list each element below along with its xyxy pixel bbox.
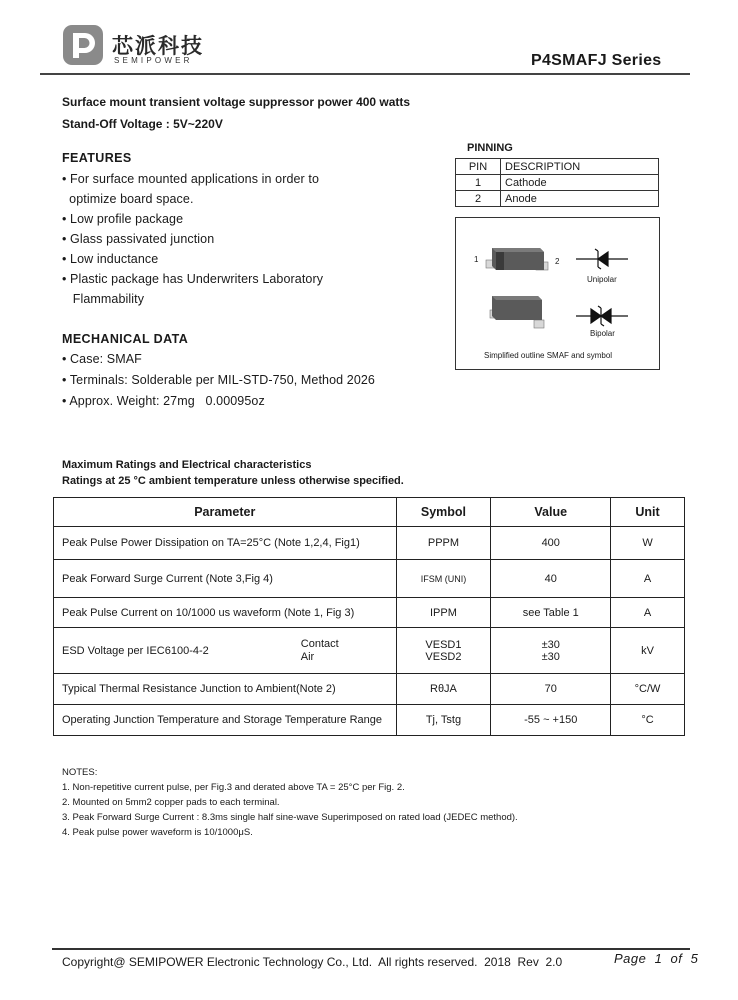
value-cell: [491, 628, 611, 674]
symbol-cell: IPPM: [396, 598, 491, 628]
unit-header: Unit: [611, 498, 685, 527]
value-cell: see Table 1: [491, 598, 611, 628]
note-item: 2. Mounted on 5mm2 copper pads to each terminal.: [62, 797, 280, 808]
symbol-cell: [396, 628, 491, 674]
pin-number: 2: [456, 191, 501, 207]
pin-number: 1: [456, 175, 501, 191]
value-cell: 400: [491, 527, 611, 560]
symbol-cell: PPPM: [396, 527, 491, 560]
esd-condition-contact: Contact: [300, 637, 339, 650]
mechanical-item: • Case: SMAF: [62, 352, 142, 366]
ratings-header-row: [54, 498, 685, 527]
package-caption: Simplified outline SMAF and symbol: [484, 351, 613, 360]
ratings-row: [54, 705, 685, 736]
mechanical-item: • Terminals: Solderable per MIL-STD-750, Method 2026: [62, 373, 375, 387]
stand-off-voltage: Stand-Off Voltage : 5V~220V: [62, 117, 223, 131]
parameter-cell: Peak Pulse Power Dissipation on TA=25°C (Note 1,2,4, Fig1): [54, 527, 397, 560]
unit-cell: °C/W: [611, 674, 685, 705]
logo-chinese-name: 芯派科技: [112, 34, 204, 58]
header-divider: [40, 73, 690, 75]
footer-divider: [52, 948, 690, 950]
note-item: 4. Peak pulse power waveform is 10/1000μS.: [62, 827, 253, 838]
ratings-subheading: Ratings at 25 °C ambient temperature unless otherwise specified.: [62, 475, 404, 487]
esd1-value: ±30: [541, 638, 560, 651]
unipolar-diode-icon: [576, 249, 628, 269]
package-outline-box: [455, 217, 660, 370]
esd2-value: ±30: [541, 650, 560, 663]
logo-english-name: SEMIPOWER: [114, 56, 193, 65]
unit-cell: °C: [611, 705, 685, 736]
unit-cell: W: [611, 527, 685, 560]
smaf-package-bottom-icon: [490, 296, 544, 328]
semipower-logo-icon: [62, 24, 104, 66]
parameter-cell: Peak Forward Surge Current (Note 3,Fig 4): [54, 560, 397, 598]
page-number: Page 1 of 5: [614, 951, 699, 966]
feature-item: • For surface mounted applications in order to: [62, 172, 320, 186]
series-title: P4SMAFJ Series: [531, 52, 662, 69]
bipolar-label: Bipolar: [590, 329, 615, 338]
unit-cell: kV: [611, 628, 685, 674]
pin-2-label: 2: [555, 257, 560, 266]
pinning-table: [455, 158, 659, 207]
notes-section: [62, 765, 518, 840]
mechanical-data-heading: MECHANICAL DATA: [62, 332, 189, 346]
ratings-row-esd: [54, 628, 685, 674]
note-item: 1. Non-repetitive current pulse, per Fig.3 and derated above TA = 25°C per Fig. 2.: [62, 782, 405, 793]
feature-item: Flammability: [62, 292, 145, 306]
feature-item: • Low profile package: [62, 212, 184, 226]
pinning-row: [456, 191, 659, 207]
features-heading: FEATURES: [62, 151, 132, 165]
symbol-header: Symbol: [396, 498, 491, 527]
feature-item: optimize board space.: [62, 192, 194, 206]
description-column-header: DESCRIPTION: [501, 159, 659, 175]
bipolar-diode-icon: [576, 306, 628, 326]
note-item: 3. Peak Forward Surge Current : 8.3ms single half sine-wave Superimposed on rated load (JEDEC method).: [62, 812, 518, 823]
pinning-heading: PINNING: [467, 142, 513, 154]
feature-item: • Plastic package has Underwriters Laboratory: [62, 272, 324, 286]
esd-parameter: ESD Voltage per IEC6100-4-2: [62, 644, 209, 657]
smaf-package-top-icon: [486, 248, 548, 270]
unit-cell: A: [611, 560, 685, 598]
symbol-cell: RθJA: [396, 674, 491, 705]
pin-1-label: 1: [474, 255, 479, 264]
ratings-row: [54, 527, 685, 560]
symbol-cell: IFSM (UNI): [396, 560, 491, 598]
copyright-text: Copyright@ SEMIPOWER Electronic Technology Co., Ltd. All rights reserved. 2018 Rev 2.0: [62, 955, 563, 969]
value-cell: -55 ~ +150: [491, 705, 611, 736]
pinning-header-row: [456, 159, 659, 175]
ratings-heading: Maximum Ratings and Electrical characteristics: [62, 459, 312, 471]
parameter-header: Parameter: [54, 498, 397, 527]
parameter-cell: Peak Pulse Current on 10/1000 us waveform (Note 1, Fig 3): [54, 598, 397, 628]
pinning-row: [456, 175, 659, 191]
esd1-symbol: VESD1: [425, 638, 462, 651]
parameter-cell: Typical Thermal Resistance Junction to Ambient(Note 2): [54, 674, 397, 705]
value-header: Value: [491, 498, 611, 527]
feature-item: • Glass passivated junction: [62, 232, 215, 246]
value-cell: 70: [491, 674, 611, 705]
ratings-row: [54, 598, 685, 628]
esd-condition-air: Air: [300, 650, 315, 663]
parameter-cell: [54, 628, 397, 674]
pin-description: Cathode: [501, 175, 659, 191]
ratings-table: [53, 497, 685, 736]
pin-description: Anode: [501, 191, 659, 207]
pin-column-header: PIN: [456, 159, 501, 175]
notes-heading: NOTES:: [62, 767, 98, 778]
product-description: Surface mount transient voltage suppressor power 400 watts: [62, 95, 411, 109]
symbol-cell: Tj, Tstg: [396, 705, 491, 736]
unipolar-label: Unipolar: [587, 275, 617, 284]
feature-item: • Low inductance: [62, 252, 159, 266]
ratings-row: [54, 674, 685, 705]
parameter-cell: Operating Junction Temperature and Storage Temperature Range: [54, 705, 397, 736]
value-cell: 40: [491, 560, 611, 598]
esd2-symbol: VESD2: [425, 650, 462, 663]
unit-cell: A: [611, 598, 685, 628]
package-illustration: [456, 218, 659, 369]
ratings-row: [54, 560, 685, 598]
mechanical-item: • Approx. Weight: 27mg 0.00095oz: [62, 394, 265, 408]
